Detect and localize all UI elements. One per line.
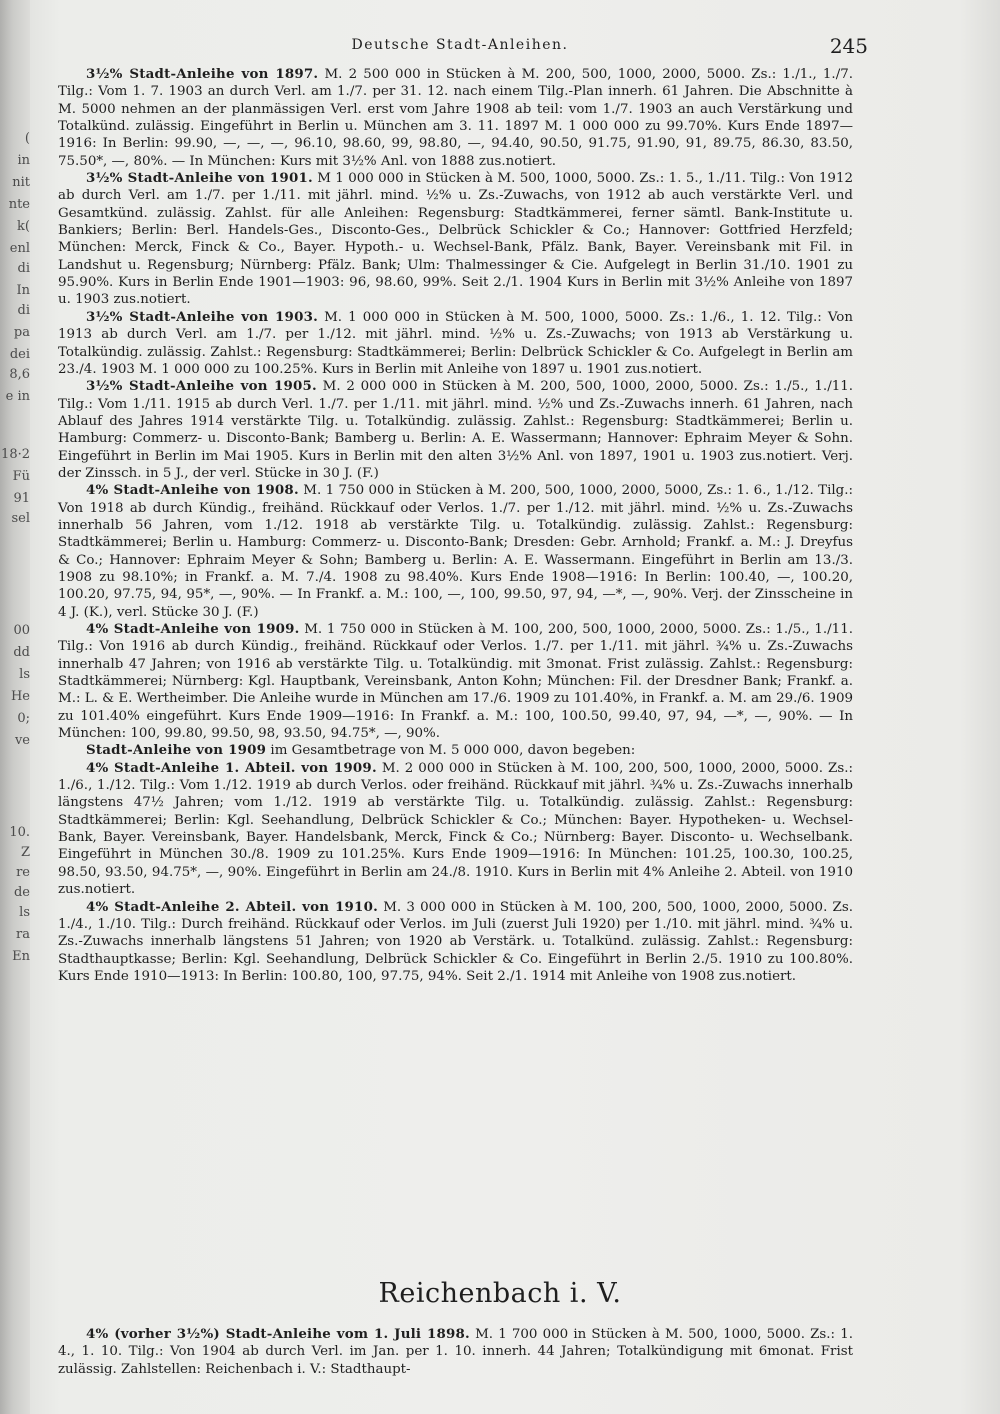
entry-1910-abteil-2 (58, 899, 853, 986)
entry-1903 (58, 309, 853, 378)
entry-heading: 4% Stadt-Anleihe von 1909. (86, 621, 300, 637)
margin-fragment: di (17, 303, 30, 318)
margin-fragment: dd (13, 645, 30, 660)
margin-fragment: nte (8, 197, 30, 212)
margin-fragment: ( (24, 131, 30, 146)
entry-1909-abteil-1 (58, 760, 853, 899)
entry-text: M. 1 750 000 in Stücken à M. 100, 200, 500, 1000, 2000, 5000. Zs.: 1./5., 1./11. Tilg.: Von 1916 ab durch Kündig., freihänd. Rückkauf oder Verlos. 1./7. per 1./11. mit jährl. ¾% u. Zs.-Zuwachs innerhalb 47 Jahren; von 1916 ab verstärkte Tilg. u. Totalkündig. mit 3monat. Frist zulässig. Zahlst.: Regensburg: Stadtkämmerei; Nürnberg: Kgl. Hauptbank, Vereinsbank, Anton Kohn; München: Fil. der Dresdner Bank; Frankf. a. M.: L. & E. Wertheimber. Die Anleihe wurde in München am 17./6. 1909 zu 101.40%, in Frankf. a. M. am 29./6. 1909 zu 101.40% eingeführt. Kurs Ende 1909—1916: In Frankf. a. M.: 100, 100.50, 99.40, 97, 94, —*, —, 90%. — In München: 100, 99.80, 99.50, 98, 93.50, 94.75*, —, 90%. (58, 622, 853, 742)
previous-page-margin (0, 0, 34, 1414)
loan-entries (58, 66, 853, 985)
margin-fragment: Z (20, 845, 30, 860)
entry-text: M. 2 000 000 in Stücken à M. 200, 500, 1000, 2000, 5000. Zs.: 1./5., 1./11. Tilg.: Vom 1./11. 1915 ab durch Verl. 1./7. per 1./11. mit jährl. mind. ½% und Zs.-Zuwachs innerh. 61 Jahren, nach Ablauf des Jahres 1914 verstärkte Tilg. u. Totalkündig. zulässig. Zahlst.: Regensburg: Stadtkämmerei; Berlin u. Hamburg: Commerz- u. Disconto-Bank; Bamberg u. Berlin: A. E. Wassermann; Hannover: Ephraim Meyer & Sohn. Eingeführt in Berlin im Mai 1905. Kurs in Berlin mit den alten 3½% Anl. von 1897, 1901 u. 1903 zus.notiert. Verj. der Zinssch. in 5 J., der verl. Stücke in 30 J. (F.) (58, 379, 853, 481)
reichenbach-entries (58, 1326, 853, 1378)
margin-fragment: in (17, 153, 30, 168)
margin-fragment: enl (9, 241, 30, 256)
page-header (60, 34, 868, 58)
margin-fragment: In (16, 283, 30, 298)
entry-heading: 4% (vorher 3½%) Stadt-Anleihe vom 1. Juli 1898. (86, 1326, 470, 1342)
entry-text: M. 2 500 000 in Stücken à M. 200, 500, 1000, 2000, 5000. Zs.: 1./1., 1./7. Tilg.: Vom 1. 7. 1903 an durch Verl. am 1./7. per 31. 12. nach einem Tilg.-Plan innerh. 61 Jahren. Die Abschnitte à M. 5000 nehmen an der planmässigen Verl. erst vom Jahre 1908 ab teil: vom 1./7. 1903 an auch Verstärkung und Totalkünd. zulässig. Eingeführt in Berlin u. München am 3. 11. 1897 M. 1 000 000 zu 99.70%. Kurs Ende 1897—1916: In Berlin: 99.90, —, —, —, 96.10, 98.60, 99, 98.80, —, 94.40, 90.50, 91.75, 91.90, 91, 89.75, 86.30, 83.50, 75.50*, —, 80%. — In München: Kurs mit 3½% Anl. von 1888 zus.notiert. (58, 67, 853, 169)
entry-heading: 3½% Stadt-Anleihe von 1905. (86, 378, 317, 395)
margin-fragment: ls (19, 667, 30, 682)
margin-fragment: pa (13, 325, 30, 340)
entry-1897 (58, 66, 853, 170)
entry-1905 (58, 378, 853, 482)
entry-1901 (58, 170, 853, 309)
entry-text: M. 1 700 000 in Stücken à M. 500, 1000, 5000. Zs.: 1. 4., 1. 10. Tilg.: Von 1904 ab durch Verl. im Jan. per 1. 10. innerh. 44 Jahren; Totalkündigung mit 6monat. Frist zulässig. Zahlstellen: Reichenbach i. V.: Stadthaupt- (58, 1327, 854, 1377)
margin-fragment: de (13, 885, 30, 900)
entry-heading: Stadt-Anleihe von 1909 (86, 742, 267, 759)
margin-fragment: Fü (12, 469, 30, 484)
entry-text: M. 2 000 000 in Stücken à M. 100, 200, 500, 1000, 2000, 5000. Zs.: 1./6., 1./12. Tilg.: Vom 1./12. 1919 ab durch Verlos. oder freihänd. Rückkauf mit jährl. ¾% u. Zs.-Zuwachs innerhalb längstens 47½ Jahren; vom 1./12. 1919 ab verstärkte Tilg. u. Totalkündig. zulässig. Zahlst.: Regensburg: Stadtkämmerei; Berlin: Kgl. Seehandlung, Delbrück Schickler & Co.; München: Bayer. Hypotheken- u. Wechsel-Bank, Bayer. Vereinsbank, Bayer. Handelsbank, Merck, Finck & Co.; Nürnberg: Bayer. Disconto- u. Wechselbank. Eingeführt in München 30./8. 1909 zu 101.25%. Kurs Ende 1909—1916: In München: 101.25, 100.30, 100.25, 98.50, 93.50, 94.75*, —, 90%. Eingeführt in Berlin am 24./8. 1910. Kurs in Berlin mit 4% Anleihe 2. Abteil. von 1910 zus.notiert. (58, 760, 853, 898)
entry-1909 (58, 621, 853, 742)
margin-fragment: 00 (13, 623, 30, 638)
margin-fragment: 0; (17, 711, 30, 726)
entry-heading: 4% Stadt-Anleihe von 1908. (86, 482, 299, 499)
margin-fragment: 18·2 (1, 447, 30, 462)
entry-text: im Gesamtbetrage von M. 5 000 000, davon begeben: (270, 743, 636, 759)
entry-text: M. 3 000 000 in Stücken à M. 100, 200, 500, 1000, 2000, 5000. Zs. 1./4., 1./10. Tilg.: Durch freihänd. Rückkauf oder Verlos. im Juli (zuerst Juli 1920) per 1./10. mit jährl. mind. ¾% u. Zs.-Zuwachs innerhalb längstens 51 Jahren; von 1920 ab Verstärk. u. Totalkünd. zulässig. Zahlst.: Regensburg: Stadthauptkasse; Berlin: Kgl. Seehandlung, Delbrück Schickler & Co. Eingeführt in Berlin 2./5. 1910 zu 100.80%. Kurs Ende 1910—1913: In Berlin: 100.80, 100, 97.75, 94%. Seit 2./1. 1914 mit Anleihe von 1908 zus.notiert. (58, 899, 853, 984)
entry-1909-total (58, 742, 853, 759)
entry-text: M 1 000 000 in Stücken à M. 500, 1000, 5000. Zs.: 1. 5., 1./11. Tilg.: Von 1912 ab durch Verl. am 1./7. per 1./11. mit jährl. mind. ½% u. Zs.-Zuwachs, von 1912 ab auch verstärkte Verl. und Gesamtkünd. zulässig. Zahlst. für alle Anleihen: Regensburg: Stadtkämmerei, ferner sämtl. Bank-Institute u. Bankiers; Berlin: Berl. Handels-Ges., Disconto-Ges., Delbrück Schickler & Co.; Hannover: Gottfried Herzfeld; München: Merck, Finck & Co., Bayer. Hypoth.- u. Wechsel-Bank, Pfälz. Bank, Bayer. Vereinsbank mit Fil. in Landshut u. Regensburg; Nürnberg: Pfälz. Bank; Ulm: Thalmessinger & Cie. Aufgelegt in Berlin 31./10. 1901 zu 95.90%. Kurs in Berlin Ende 1901—1903: 96, 98.60, 99%. Seit 2./1. 1904 Kurs in Berlin mit 3½% Anleihe von 1897 u. 1903 zus.notiert. (58, 171, 853, 308)
margin-fragment: 91 (13, 491, 30, 506)
margin-fragment: nit (12, 175, 30, 190)
margin-fragment: di (17, 261, 30, 276)
margin-fragment: e in (5, 389, 30, 404)
margin-fragment: En (12, 949, 30, 964)
margin-fragment: ra (16, 927, 30, 942)
entry-text: M. 1 000 000 in Stücken à M. 500, 1000, 5000. Zs.: 1./6., 1. 12. Tilg.: Von 1913 ab durch Verl. am 1./7. per 1./12. mit jährl. mind. ½% u. Zs.-Zuwachs; von 1913 ab Verstärkung u. Totalkündig. zulässig. Zahlst.: Regensburg: Stadtkämmerei; Berlin: Delbrück Schickler & Co. Aufgelegt in Berlin am 23./4. 1903 M. 1 000 000 zu 100.25%. Kurs in Berlin mit Anleihe von 1897 u. 1901 zus.notiert. (58, 309, 853, 377)
entry-reichenbach-1898 (58, 1326, 853, 1378)
page-number: 245 (829, 34, 868, 58)
margin-fragment: k( (17, 219, 30, 234)
running-title: Deutsche Stadt-Anleihen. (351, 37, 569, 53)
margin-fragment: dei (9, 347, 30, 362)
entry-heading: 3½% Stadt-Anleihe von 1901. (86, 170, 313, 187)
margin-fragment: sel (11, 511, 30, 526)
entry-heading: 4% Stadt-Anleihe 2. Abteil. von 1910. (86, 898, 378, 915)
entry-heading: 3½% Stadt-Anleihe von 1897. (86, 66, 319, 82)
margin-fragment: ls (19, 905, 30, 920)
margin-fragment: 10. (9, 825, 30, 840)
margin-fragment: 8,6 (9, 367, 30, 382)
entry-1908 (58, 482, 853, 621)
margin-fragment: ve (14, 733, 30, 748)
margin-fragment: re (16, 865, 30, 880)
entry-heading: 3½% Stadt-Anleihe von 1903. (86, 308, 318, 325)
entry-heading: 4% Stadt-Anleihe 1. Abteil. von 1909. (86, 759, 377, 776)
entry-text: M. 1 750 000 in Stücken à M. 200, 500, 1000, 2000, 5000, Zs.: 1. 6., 1./12. Tilg.: Von 1918 ab durch Kündig., freihänd. Rückkauf oder Verlos. 1./7. per 1./12. mit jährl. mind. ½% u. Zs.-Zuwachs innerhalb 56 Jahren, vom 1./12. 1918 ab verstärkte Tilg. u. Totalkündig. zulässig. Zahlst.: Regensburg: Stadtkämmerei; Berlin u. Hamburg: Commerz- u. Disconto-Bank; Dresden: Gebr. Arnhold; Frankf. a. M.: J. Dreyfus & Co.; Hannover: Ephraim Meyer & Sohn; Bamberg u. Berlin: A. E. Wassermann. Eingeführt in Berlin am 13./3. 1908 zu 98.10%; in Frankf. a. M. 7./4. 1908 zu 98.40%. Kurs Ende 1908—1916: In Berlin: 100.40, —, 100.20, 100.20, 97.75, 94, 95*, —, 90%. — In Frankf. a. M.: 100, —, 100, 99.50, 97, 94, —*, —, 90%. Verj. der Zinsscheine in 4 J. (K.), verl. Stücke 30 J. (F.) (58, 483, 853, 620)
margin-fragment: He (10, 689, 30, 704)
section-heading-reichenbach: Reichenbach i. V. (378, 1278, 622, 1309)
